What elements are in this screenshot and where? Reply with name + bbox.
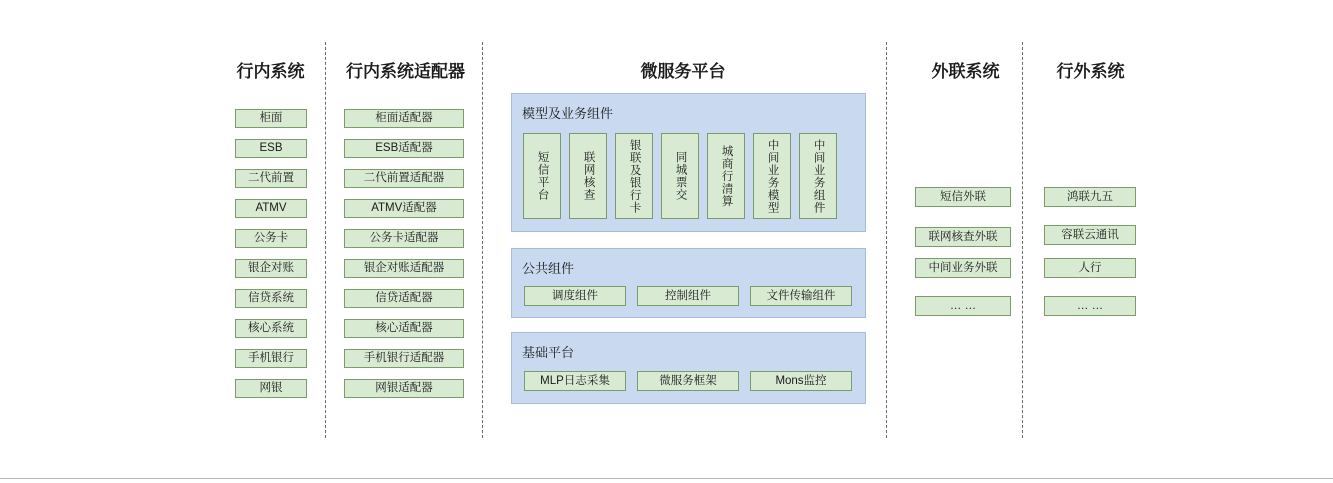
list-item[interactable]: ESB适配器	[344, 139, 464, 158]
list-item[interactable]: … …	[1044, 296, 1136, 316]
list-item[interactable]: 柜面适配器	[344, 109, 464, 128]
list-item[interactable]: 容联云通讯	[1044, 225, 1136, 245]
list-item[interactable]: 鸿联九五	[1044, 187, 1136, 207]
panel-label-model-business-components: 模型及业务组件	[522, 106, 614, 121]
list-item[interactable]: … …	[915, 296, 1011, 316]
list-item[interactable]: 短信外联	[915, 187, 1011, 207]
divider-2	[482, 42, 483, 438]
divider-3	[886, 42, 887, 438]
list-item[interactable]: 网银适配器	[344, 379, 464, 398]
list-item[interactable]: 信贷适配器	[344, 289, 464, 308]
list-item[interactable]: 人行	[1044, 258, 1136, 278]
list-item[interactable]: 城商行清算	[707, 133, 745, 219]
list-item[interactable]: Mons监控	[750, 371, 852, 391]
panel-label-base-platform: 基础平台	[522, 345, 575, 360]
list-item[interactable]: 中间业务模型	[753, 133, 791, 219]
list-item[interactable]: 网银	[235, 379, 307, 398]
list-item[interactable]: ATMV	[235, 199, 307, 218]
list-item[interactable]: 公务卡适配器	[344, 229, 464, 248]
list-item[interactable]: 核心系统	[235, 319, 307, 338]
list-item[interactable]: 文件传输组件	[750, 286, 852, 306]
list-item[interactable]: 核心适配器	[344, 319, 464, 338]
column-title-outside-systems: 行外系统	[1056, 62, 1125, 81]
list-item[interactable]: 公务卡	[235, 229, 307, 248]
divider-1	[325, 42, 326, 438]
list-item[interactable]: 手机银行适配器	[344, 349, 464, 368]
list-item[interactable]: 调度组件	[524, 286, 626, 306]
list-item[interactable]: 同城票交	[661, 133, 699, 219]
list-item[interactable]: 柜面	[235, 109, 307, 128]
list-item[interactable]: ESB	[235, 139, 307, 158]
list-item[interactable]: 信贷系统	[235, 289, 307, 308]
divider-4	[1022, 42, 1023, 438]
list-item[interactable]: MLP日志采集	[524, 371, 626, 391]
list-item[interactable]: 二代前置	[235, 169, 307, 188]
panel-label-common-components: 公共组件	[522, 261, 575, 276]
list-item[interactable]: 短信平台	[523, 133, 561, 219]
list-item[interactable]: ATMV适配器	[344, 199, 464, 218]
bottom-divider	[0, 478, 1333, 479]
column-title-external-link-systems: 外联系统	[931, 62, 1000, 81]
column-title-microservice-platform: 微服务平台	[640, 62, 726, 81]
list-item[interactable]: 银联及银行卡	[615, 133, 653, 219]
list-item[interactable]: 联网核查外联	[915, 227, 1011, 247]
list-item[interactable]: 中间业务外联	[915, 258, 1011, 278]
list-item[interactable]: 联网核查	[569, 133, 607, 219]
list-item[interactable]: 中间业务组件	[799, 133, 837, 219]
list-item[interactable]: 微服务框架	[637, 371, 739, 391]
list-item[interactable]: 银企对账适配器	[344, 259, 464, 278]
list-item[interactable]: 控制组件	[637, 286, 739, 306]
column-title-inhouse-adapters: 行内系统适配器	[346, 62, 465, 81]
list-item[interactable]: 二代前置适配器	[344, 169, 464, 188]
column-title-inhouse-systems: 行内系统	[236, 62, 305, 81]
list-item[interactable]: 手机银行	[235, 349, 307, 368]
list-item[interactable]: 银企对账	[235, 259, 307, 278]
